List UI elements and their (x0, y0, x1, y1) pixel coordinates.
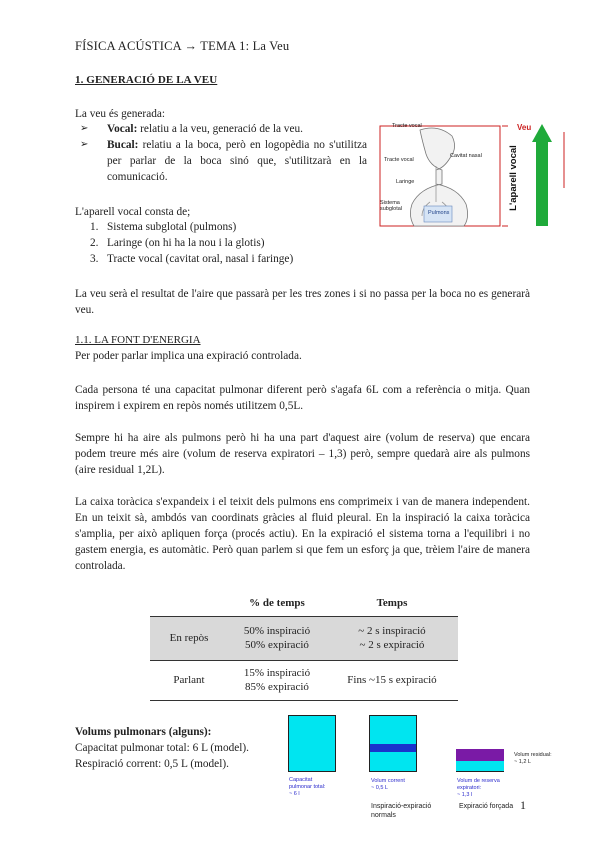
list-item (80, 137, 367, 185)
residual-label (514, 752, 552, 766)
fig-label: Laringe (396, 179, 415, 185)
cell-line: 50% expiració (245, 639, 309, 651)
paragraph: Sempre hi ha aire als pulmons però hi ha una part d'aquest aire (volum de reserva) que encara podem treure més aire (volum de reserva expiratori – 1,3) però, sempre quedarà aire als pulmons (aire residual 1,2L). (75, 432, 530, 476)
table-cell (228, 660, 326, 700)
reserve-band (456, 749, 504, 761)
breathing-table (150, 590, 458, 701)
paragraph: Cada persona té una capacitat pulmonar diferent però s'agafa 6L com a referència o mitja. Quan inspirem i expirem en repòs només utilitzem 0,5L. (75, 384, 530, 412)
volumes-line: Capacitat pulmonar total: 6 L (model). (75, 742, 250, 754)
total-capacity-box (288, 715, 336, 772)
cell-line: 15% inspiració (243, 667, 311, 679)
table-cell (228, 616, 326, 660)
page-header: FÍSICA ACÚSTICA → TEMA 1: La Veu (75, 39, 290, 53)
table-header: Temps (326, 590, 458, 616)
term: Bucal: (107, 139, 139, 151)
caption-line: Capacitat (289, 777, 313, 783)
caption-line: Volum residual: (514, 752, 552, 758)
fig-caption (289, 777, 325, 798)
caption-line: ~ 6 l (289, 791, 300, 797)
list-item (80, 219, 293, 235)
paragraph: La caixa toràcica s'expandeix i el teixit dels pulmons ens comprimeix i van de manera independent. En un teixit sà, ambdós van coordinats gràcies al fluid pleural. En la inspiració la caixa toràcica s'amplia, per això apliquen força (procés actiu). En la expiració el sistema torna a l'equilibri i no gastem energia, es automàtic. Però quan parlem si que fem un esforç ja que, trèiem l'aire de manera controlada. (75, 496, 530, 572)
list-text: Tracte vocal (cavitat oral, nasal i faringe) (107, 253, 294, 265)
row-label: En repòs (150, 616, 228, 660)
table-cell (326, 660, 458, 700)
vertical-label: L'aparell vocal (508, 145, 519, 211)
list-number: 3. (90, 253, 99, 265)
caption-line: expiratori: (457, 785, 482, 791)
list-item (80, 235, 293, 251)
cell-line: ~ 2 s expiració (359, 639, 425, 651)
table-header-row (150, 590, 458, 616)
paragraph: Per poder parlar implica una expiració controlada. (75, 350, 302, 362)
caption-line: Volum corrent (371, 778, 405, 784)
vocal-apparatus-illustration (378, 118, 568, 236)
fig-label: Tracte vocal (384, 157, 414, 163)
fig-label: Cavitat nasal (450, 153, 482, 159)
intro-text: La veu és generada: (75, 108, 166, 120)
list-text: Sistema subglotal (pulmons) (107, 221, 237, 233)
cell-line: 50% inspiració (243, 625, 311, 637)
tidal-band (370, 744, 416, 752)
green-arrow-shaft (536, 140, 548, 226)
table-cell (326, 616, 458, 660)
cell-line: Fins ~15 s expiració (347, 674, 437, 686)
page-number: 1 (520, 798, 526, 812)
caption-line: ~ 1,3 l (457, 792, 473, 798)
definition: relatiu a la veu, generació de la veu. (137, 123, 303, 135)
empty-space (456, 715, 504, 749)
green-arrow-head (532, 124, 552, 142)
fig-label: Expiració forçada (459, 803, 514, 810)
parts-list (80, 219, 293, 267)
caption-line: ~ 1,2 L (514, 759, 531, 765)
fig-label (371, 802, 431, 820)
definition-list (80, 121, 367, 185)
arrow-bullet-icon: ➢ (80, 123, 89, 134)
fig-label: Tracte vocal (392, 123, 422, 129)
fig-label: Pulmons (428, 210, 450, 216)
definition: relatiu a la boca, però en logopèdia no s'utilitza per parlar de la boca sinó que, s'utilitzarà en la comunicació. (107, 139, 367, 183)
list-number: 2. (90, 237, 99, 249)
table-header: % de temps (228, 590, 326, 616)
apparatus-intro: L'aparell vocal consta de; (75, 206, 191, 218)
subsection-heading: 1.1. LA FONT D'ENERGIA (75, 334, 201, 346)
vocal-apparatus-figure (378, 118, 568, 236)
veu-label: Veu (517, 123, 532, 132)
list-text: Laringe (on hi ha la nou i la glotis) (107, 237, 265, 249)
list-item (80, 121, 367, 137)
volumes-heading: Volums pulmonars (alguns): (75, 726, 212, 738)
fig-caption (457, 778, 500, 799)
section-heading: 1. GENERACIÓ DE LA VEU (75, 74, 218, 86)
fig-label: Sistema subglotal (380, 200, 403, 212)
caption-line: pulmonar total: (289, 784, 326, 790)
list-number: 1. (90, 221, 99, 233)
result-paragraph: La veu serà el resultat de l'aire que passarà per les tres zones i si no passa per la boca no es generarà veu. (75, 288, 530, 316)
caption-line: Volum de reserva (457, 778, 500, 784)
table-header (150, 590, 228, 616)
table-row (150, 616, 458, 660)
list-item (80, 251, 293, 267)
cell-line: 85% expiració (245, 681, 309, 693)
row-label: Parlant (150, 660, 228, 700)
table-row (150, 660, 458, 700)
arrow-bullet-icon: ➢ (80, 139, 89, 150)
reserve-volume-box (456, 715, 504, 772)
fig-caption (371, 778, 405, 792)
caption-line: ~ 0,5 L (371, 785, 388, 791)
volumes-line: Respiració corrent: 0,5 L (model). (75, 758, 229, 770)
tidal-volume-box (369, 715, 417, 772)
label-line: Inspiració-expiració (371, 803, 432, 810)
label-line: normals (371, 812, 396, 819)
term: Vocal: (107, 123, 138, 135)
cell-line: ~ 2 s inspiració (358, 625, 426, 637)
